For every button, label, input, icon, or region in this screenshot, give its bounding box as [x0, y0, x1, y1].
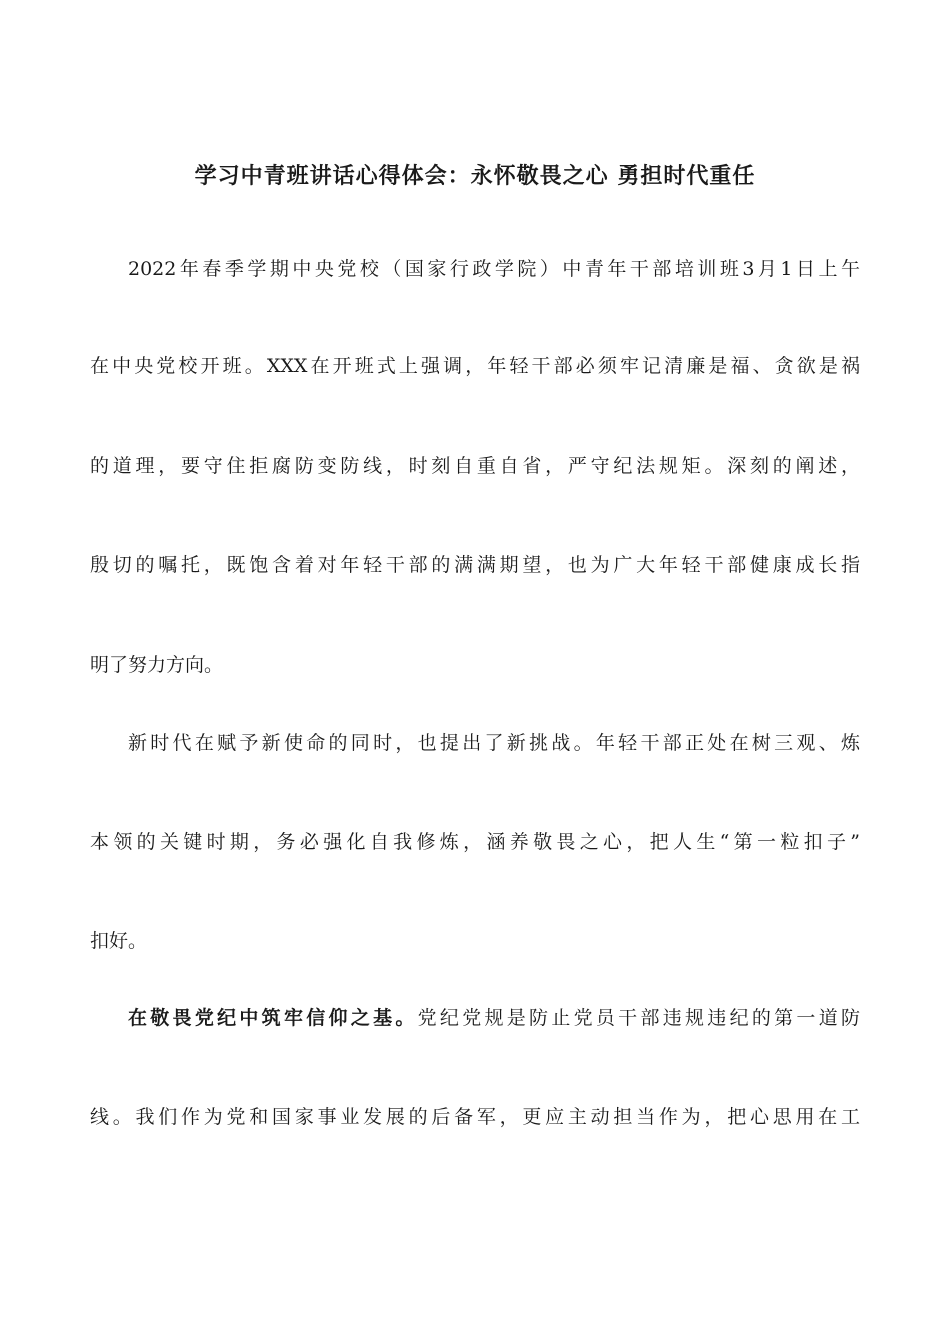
paragraph-line: 本领的关键时期，务必强化自我修炼，涵养敬畏之心，把人生“第一粒扣子”	[90, 831, 860, 853]
paragraph-line: 的道理，要守住拒腐防变防线，时刻自重自省，严守纪法规矩。深刻的阐述，	[90, 455, 860, 477]
paragraph-line: 殷切的嘱托，既饱含着对年轻干部的满满期望，也为广大年轻干部健康成长指	[90, 554, 860, 576]
paragraph-line: 扣好。	[90, 930, 148, 952]
paragraph-line: 线。我们作为党和国家事业发展的后备军，更应主动担当作为，把心思用在工	[90, 1106, 860, 1128]
paragraph-line: 新时代在赋予新使命的同时，也提出了新挑战。年轻干部正处在树三观、炼	[128, 732, 860, 754]
paragraph-first-line	[90, 1003, 860, 1033]
document-title: 学习中青班讲话心得体会：永怀敬畏之心 勇担时代重任	[194, 163, 756, 189]
paragraph-line: 明了努力方向。	[90, 654, 224, 676]
paragraph-line: 在中央党校开班。XXX在开班式上强调，年轻干部必须牢记清廉是福、贪欲是祸	[90, 355, 860, 377]
paragraph-line: 2022年春季学期中央党校（国家行政学院）中青年干部培训班3月1日上午	[128, 258, 860, 280]
paragraph-text: 党纪党规是防止党员干部违规违纪的第一道防	[417, 1007, 860, 1029]
section-heading-lead: 在敬畏党纪中筑牢信仰之基。	[128, 1007, 418, 1029]
